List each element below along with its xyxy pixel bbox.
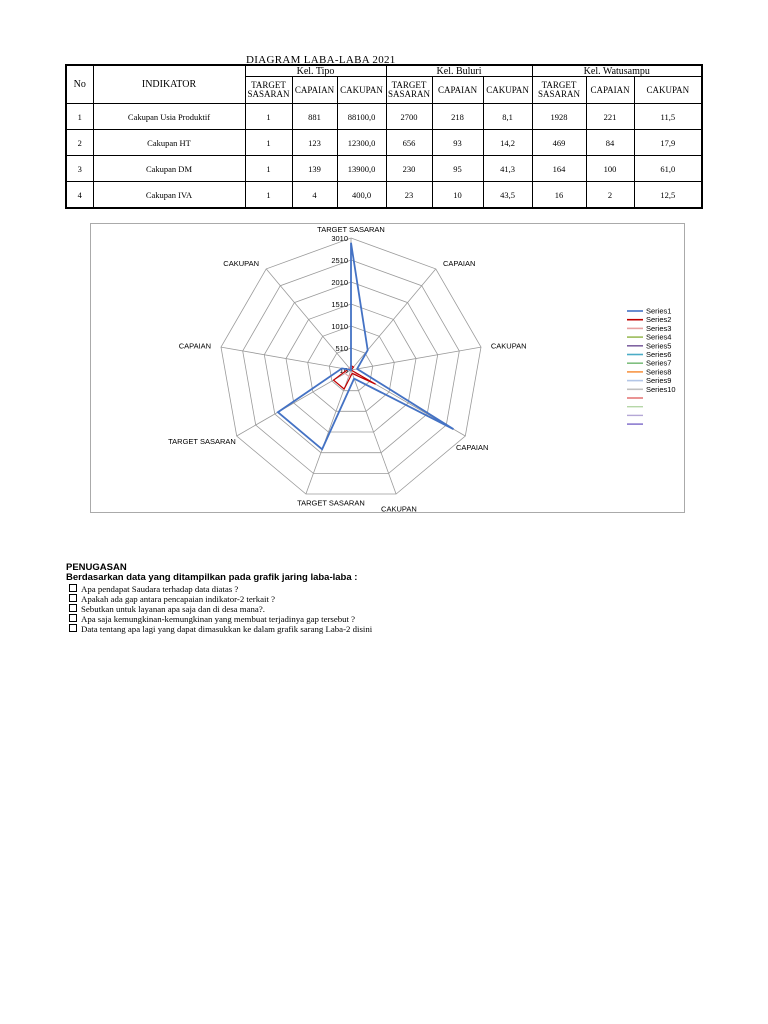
- category-label: CAPAIAN: [178, 341, 212, 351]
- list-item: [66, 624, 372, 634]
- column-header: CAKUPAN: [483, 77, 532, 104]
- tick-label: 510: [335, 344, 348, 353]
- task-text: Data tentang apa lagi yang dapat dimasukkan ke dalam grafik sarang Laba-2 disini: [81, 624, 373, 634]
- spoke-line: [221, 347, 351, 370]
- series-line: [278, 243, 454, 449]
- legend-label: Series5: [646, 341, 672, 351]
- legend-label: Series10: [646, 384, 676, 394]
- tick-label: 1510: [331, 300, 348, 309]
- category-label: TARGET SASARAN: [317, 225, 385, 234]
- task-heading: PENUGASAN: [66, 562, 127, 573]
- document-title: DIAGRAM LABA-LABA 2021: [246, 54, 396, 66]
- legend-label: Series3: [646, 323, 672, 333]
- column-header: CAPAIAN: [292, 77, 337, 104]
- table-cell: 123: [292, 130, 337, 156]
- table-cell: 84: [586, 130, 634, 156]
- table-cell: 12,5: [634, 182, 702, 209]
- list-item: [66, 614, 372, 624]
- table-cell: 17,9: [634, 130, 702, 156]
- list-item: [66, 604, 372, 614]
- task-text: Apa saja kemungkinan-kemungkinan yang membuat terjadinya gap tersebut ?: [81, 614, 356, 624]
- tick-label: 2010: [331, 278, 348, 287]
- row-number: 1: [66, 104, 93, 130]
- legend-label: Series4: [646, 332, 672, 342]
- category-label: TARGET SASARAN: [168, 437, 236, 446]
- legend-label: Series2: [646, 315, 672, 325]
- checkbox-icon: [69, 624, 77, 632]
- category-label: CAPAIAN: [456, 443, 489, 452]
- table-cell: 1: [245, 130, 292, 156]
- table-cell: 221: [586, 104, 634, 130]
- legend-label: Series8: [646, 367, 672, 377]
- table-cell: 1: [245, 156, 292, 182]
- table-cell: 881: [292, 104, 337, 130]
- table-cell: 88100,0: [337, 104, 386, 130]
- task-section: [66, 563, 372, 634]
- tick-label: 3010: [331, 234, 348, 243]
- table-cell: 61,0: [634, 156, 702, 182]
- indikator-cell: Cakupan DM: [93, 156, 245, 182]
- table-cell: 100: [586, 156, 634, 182]
- indikator-cell: Cakupan IVA: [93, 182, 245, 209]
- task-text: Apakah ada gap antara pencapaian indikator-2 terkait ?: [81, 594, 275, 604]
- tick-label: 1010: [331, 322, 348, 331]
- table-cell: 11,5: [634, 104, 702, 130]
- legend-label: Series6: [646, 350, 672, 359]
- category-label: CAKUPAN: [381, 504, 417, 514]
- checkbox-icon: [69, 584, 77, 592]
- indikator-header: INDIKATOR: [93, 65, 245, 104]
- table-cell: 230: [386, 156, 432, 182]
- indikator-cell: Cakupan HT: [93, 130, 245, 156]
- table-cell: 218: [432, 104, 483, 130]
- task-text: Apa pendapat Saudara terhadap data diatas ?: [81, 584, 239, 594]
- task-subheading: Berdasarkan data yang ditampilkan pada grafik jaring laba-laba :: [66, 572, 358, 583]
- row-number: 3: [66, 156, 93, 182]
- table-cell: 656: [386, 130, 432, 156]
- table-cell: 2: [586, 182, 634, 209]
- checkbox-icon: [69, 604, 77, 612]
- table-row: [66, 130, 702, 156]
- table-cell: 23: [386, 182, 432, 209]
- spoke-line: [351, 347, 481, 370]
- category-label: CAKUPAN: [490, 341, 527, 351]
- group-header: Kel. Watusampu: [532, 65, 702, 77]
- list-item: [66, 594, 372, 604]
- table-cell: 4: [292, 182, 337, 209]
- table-cell: 16: [532, 182, 586, 209]
- category-label: CAPAIAN: [443, 258, 476, 268]
- column-header: TARGET SASARAN: [245, 77, 292, 104]
- group-header: Kel. Buluri: [386, 65, 532, 77]
- checkbox-icon: [69, 614, 77, 622]
- table-cell: 1: [245, 182, 292, 209]
- table-cell: 2700: [386, 104, 432, 130]
- column-header: CAPAIAN: [432, 77, 483, 104]
- column-header: CAPAIAN: [586, 77, 634, 104]
- table-cell: 139: [292, 156, 337, 182]
- list-item: [66, 584, 372, 594]
- task-list: [66, 584, 372, 634]
- row-number: 4: [66, 182, 93, 209]
- table-cell: 164: [532, 156, 586, 182]
- table-cell: 13900,0: [337, 156, 386, 182]
- table-cell: 95: [432, 156, 483, 182]
- table-cell: 8,1: [483, 104, 532, 130]
- legend-label: Series7: [646, 358, 672, 368]
- task-text: Sebutkan untuk layanan apa saja dan di desa mana?.: [81, 604, 265, 614]
- checkbox-icon: [69, 594, 77, 602]
- indikator-cell: Cakupan Usia Produktif: [93, 104, 245, 130]
- radar-chart: [90, 223, 685, 513]
- table-row: [66, 156, 702, 182]
- row-number: 2: [66, 130, 93, 156]
- table-cell: 14,2: [483, 130, 532, 156]
- table-cell: 1928: [532, 104, 586, 130]
- table-cell: 1: [245, 104, 292, 130]
- data-table: [65, 64, 703, 209]
- category-label: CAKUPAN: [223, 258, 259, 268]
- category-label: TARGET SASARAN: [297, 498, 365, 508]
- table-cell: 93: [432, 130, 483, 156]
- tick-label: 10: [339, 366, 348, 375]
- table-cell: 469: [532, 130, 586, 156]
- radar-chart-svg: [91, 224, 686, 514]
- group-header: Kel. Tipo: [245, 65, 386, 77]
- table-row: [66, 104, 702, 130]
- table-cell: 43,5: [483, 182, 532, 209]
- column-header: TARGET SASARAN: [386, 77, 432, 104]
- column-header: CAKUPAN: [337, 77, 386, 104]
- table-cell: 400,0: [337, 182, 386, 209]
- table-row: [66, 182, 702, 209]
- table-cell: 41,3: [483, 156, 532, 182]
- legend-label: Series9: [646, 376, 672, 386]
- table-cell: 10: [432, 182, 483, 209]
- column-header: TARGET SASARAN: [532, 77, 586, 104]
- table-cell: 12300,0: [337, 130, 386, 156]
- no-header: No: [66, 65, 93, 104]
- column-header: CAKUPAN: [634, 77, 702, 104]
- tick-label: 2510: [331, 256, 348, 265]
- legend-label: Series1: [646, 306, 672, 316]
